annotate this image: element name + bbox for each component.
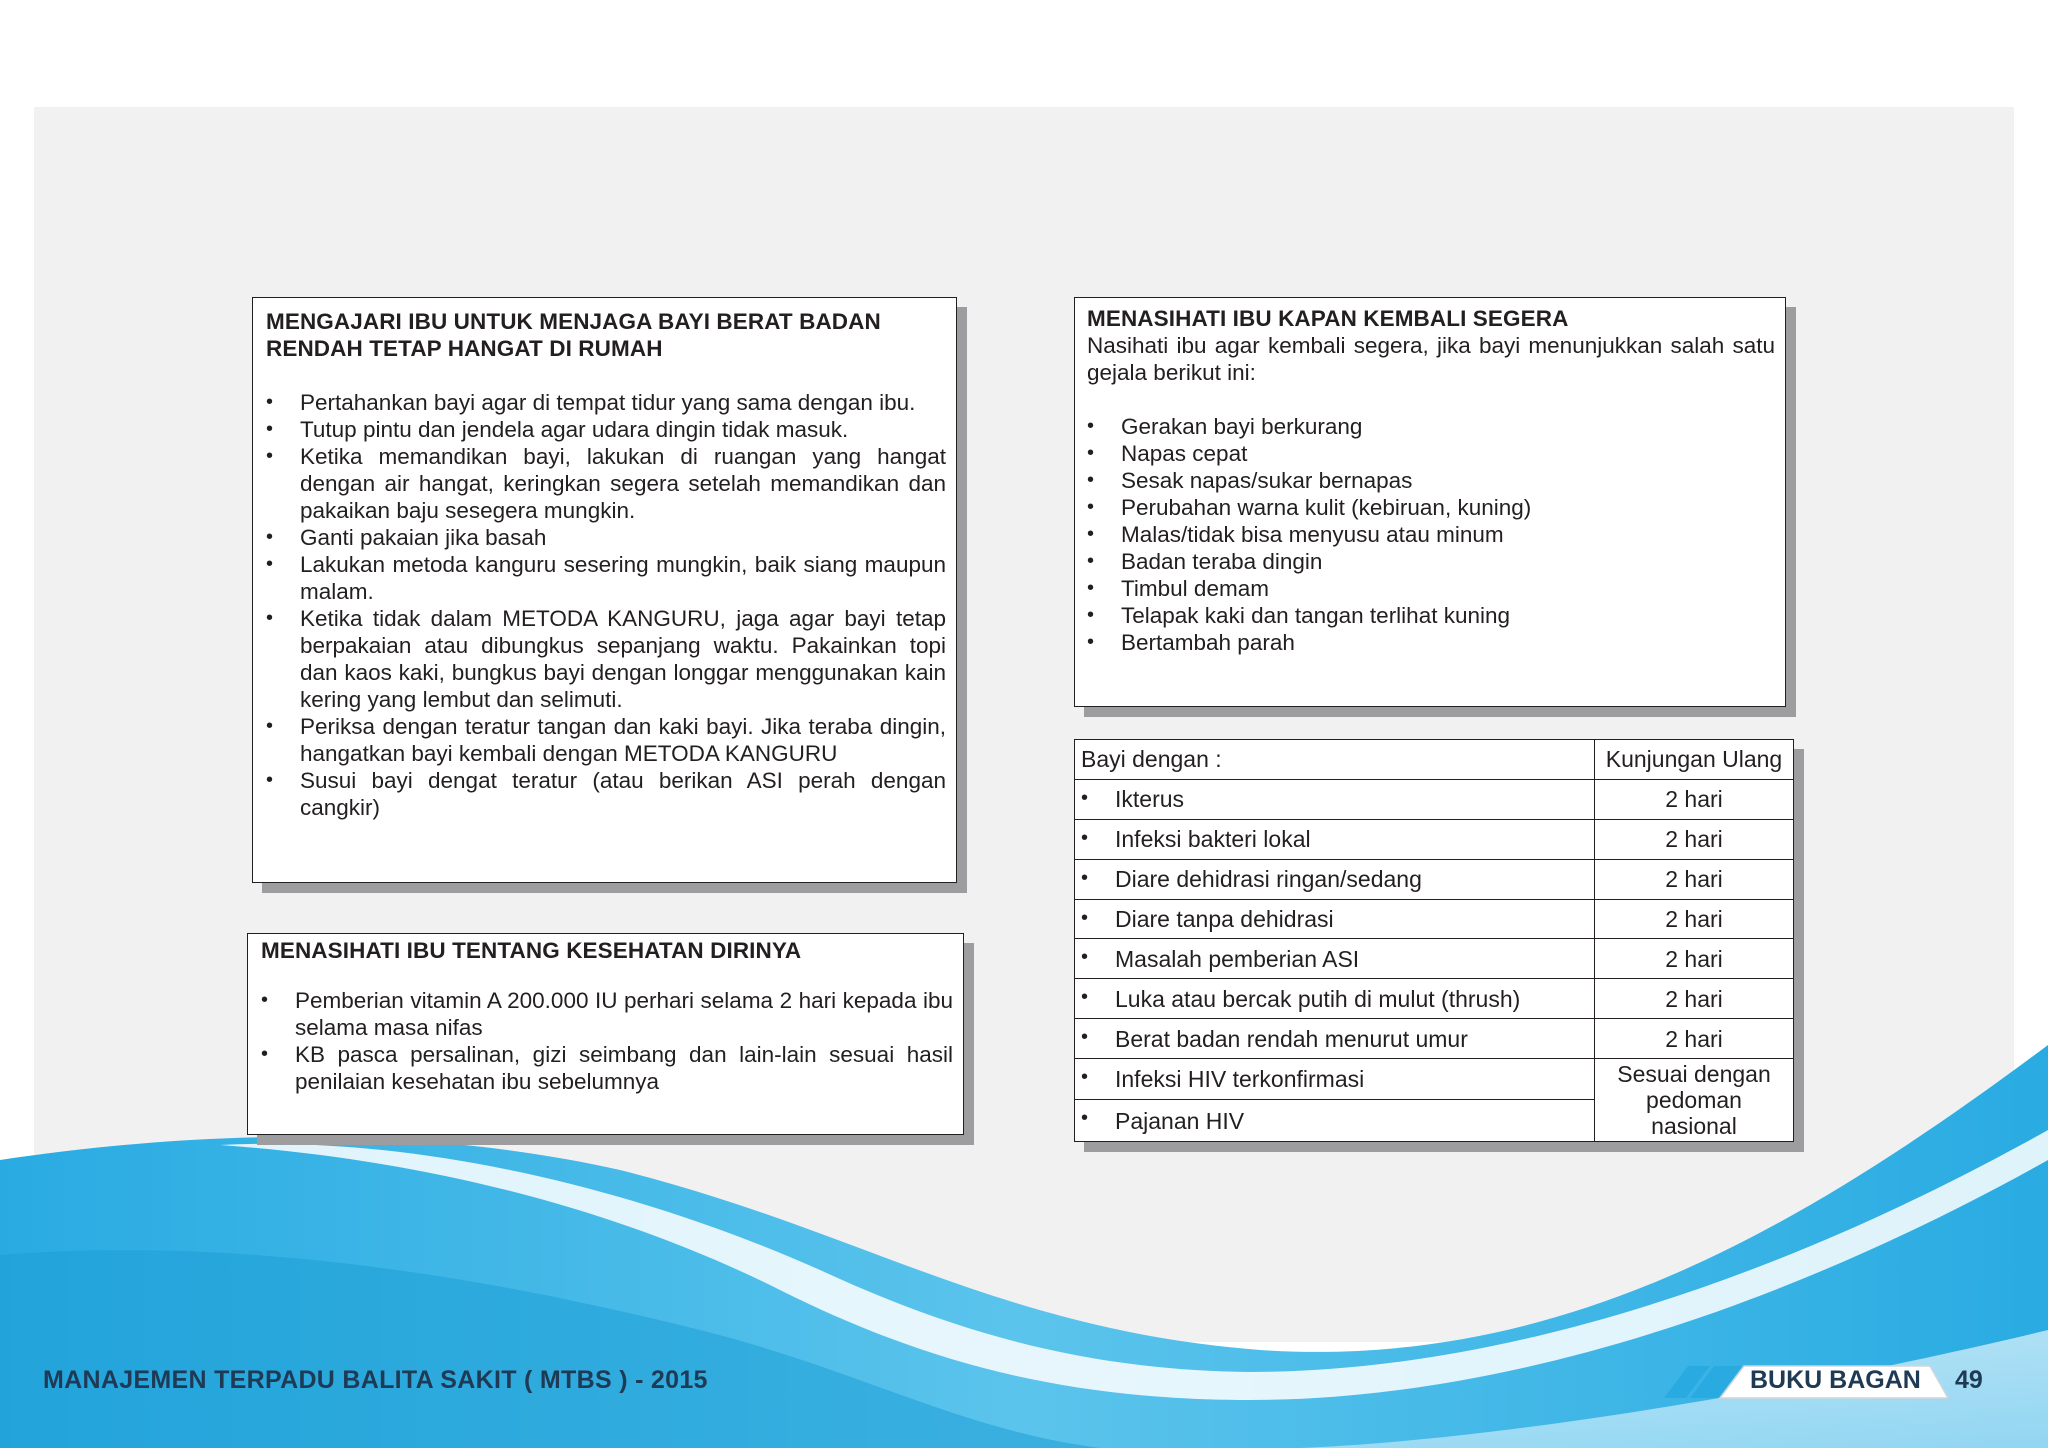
- footer-title: MANAJEMEN TERPADU BALITA SAKIT ( MTBS ) - 2015: [43, 1366, 708, 1394]
- table-row: [1075, 1019, 1794, 1059]
- table-cell-condition: • Berat badan rendah menurut umur: [1075, 1019, 1595, 1059]
- warm-care-list: [266, 389, 946, 821]
- return-advice-box: [1074, 297, 1786, 707]
- table-cell-visit: 2 hari: [1595, 859, 1794, 899]
- mother-health-list: [261, 987, 953, 1095]
- return-advice-intro: Nasihati ibu agar kembali segera, jika bayi menunjukkan salah satu gejala berikut ini:: [1087, 333, 1775, 385]
- list-item: • Lakukan metoda kanguru sesering mungkin, baik siang maupun malam.: [266, 551, 946, 605]
- table-cell-condition: • Pajanan HIV: [1075, 1100, 1595, 1142]
- section-label: BUKU BAGAN: [1750, 1366, 1921, 1394]
- table-row: [1075, 819, 1794, 859]
- list-item: • Pertahankan bayi agar di tempat tidur yang sama dengan ibu.: [266, 389, 946, 416]
- list-item: • Pemberian vitamin A 200.000 IU perhari selama 2 hari kepada ibu selama masa nifas: [261, 987, 953, 1041]
- table-row: [1075, 979, 1794, 1019]
- table-row: [1075, 779, 1794, 819]
- table-cell-condition: • Diare dehidrasi ringan/sedang: [1075, 859, 1595, 899]
- list-item: • KB pasca persalinan, gizi seimbang dan lain-lain sesuai hasil penilaian kesehatan ibu sebelumnya: [261, 1041, 953, 1095]
- warm-care-title: MENGAJARI IBU UNTUK MENJAGA BAYI BERAT BADAN RENDAH TETAP HANGAT DI RUMAH: [266, 309, 881, 361]
- table-cell-condition: • Luka atau bercak putih di mulut (thrush): [1075, 979, 1595, 1019]
- list-item: • Malas/tidak bisa menyusu atau minum: [1087, 521, 1775, 548]
- list-item: • Periksa dengan teratur tangan dan kaki bayi. Jika teraba dingin, hangatkan bayi kembali dengan METODA KANGURU: [266, 713, 946, 767]
- table-cell-visit-merged: Sesuai dengan pedoman nasional: [1595, 1059, 1794, 1142]
- table-cell-visit: 2 hari: [1595, 979, 1794, 1019]
- table-cell-visit: 2 hari: [1595, 1019, 1794, 1059]
- table-cell-visit: 2 hari: [1595, 779, 1794, 819]
- table-header-row: [1075, 740, 1794, 780]
- list-item: • Tutup pintu dan jendela agar udara dingin tidak masuk.: [266, 416, 946, 443]
- list-item: • Ketika memandikan bayi, lakukan di ruangan yang hangat dengan air hangat, keringkan segera setelah memandikan dan pakaikan baju sesegera mungkin.: [266, 443, 946, 524]
- list-item: • Bertambah parah: [1087, 629, 1775, 656]
- warm-care-box: [252, 297, 957, 883]
- table-row: [1075, 899, 1794, 939]
- table-cell-visit: 2 hari: [1595, 939, 1794, 979]
- table-cell-condition: • Infeksi bakteri lokal: [1075, 819, 1595, 859]
- return-advice-title: MENASIHATI IBU KAPAN KEMBALI SEGERA: [1087, 306, 1569, 331]
- return-advice-list: [1087, 413, 1775, 656]
- page-number: 49: [1955, 1366, 1983, 1394]
- list-item: • Timbul demam: [1087, 575, 1775, 602]
- table-cell-condition: • Ikterus: [1075, 779, 1595, 819]
- list-item: • Ganti pakaian jika basah: [266, 524, 946, 551]
- table-cell-condition: • Diare tanpa dehidrasi: [1075, 899, 1595, 939]
- table-cell-visit: 2 hari: [1595, 899, 1794, 939]
- list-item: • Napas cepat: [1087, 440, 1775, 467]
- list-item: • Badan teraba dingin: [1087, 548, 1775, 575]
- mother-health-title: MENASIHATI IBU TENTANG KESEHATAN DIRINYA: [261, 938, 802, 963]
- follow-up-visit-table: [1074, 739, 1794, 1142]
- list-item: • Sesak napas/sukar bernapas: [1087, 467, 1775, 494]
- table-cell-condition: • Masalah pemberian ASI: [1075, 939, 1595, 979]
- list-item: • Susui bayi dengat teratur (atau berikan ASI perah dengan cangkir): [266, 767, 946, 821]
- table-header-visit: Kunjungan Ulang: [1595, 740, 1794, 780]
- table-header-condition: Bayi dengan :: [1075, 740, 1595, 780]
- table-row: [1075, 939, 1794, 979]
- table-cell-visit: 2 hari: [1595, 819, 1794, 859]
- list-item: • Ketika tidak dalam METODA KANGURU, jaga agar bayi tetap berpakaian atau dibungkus sepanjang waktu. Pakainkan topi dan kaos kaki, bungkus bayi dengan longgar menggunakan kain kering yang lembut dan selimuti.: [266, 605, 946, 713]
- table-row: [1075, 859, 1794, 899]
- table-row: [1075, 1059, 1794, 1100]
- list-item: • Perubahan warna kulit (kebiruan, kuning): [1087, 494, 1775, 521]
- table-cell-condition: • Infeksi HIV terkonfirmasi: [1075, 1059, 1595, 1100]
- mother-health-box: [247, 933, 964, 1135]
- list-item: • Gerakan bayi berkurang: [1087, 413, 1775, 440]
- list-item: • Telapak kaki dan tangan terlihat kuning: [1087, 602, 1775, 629]
